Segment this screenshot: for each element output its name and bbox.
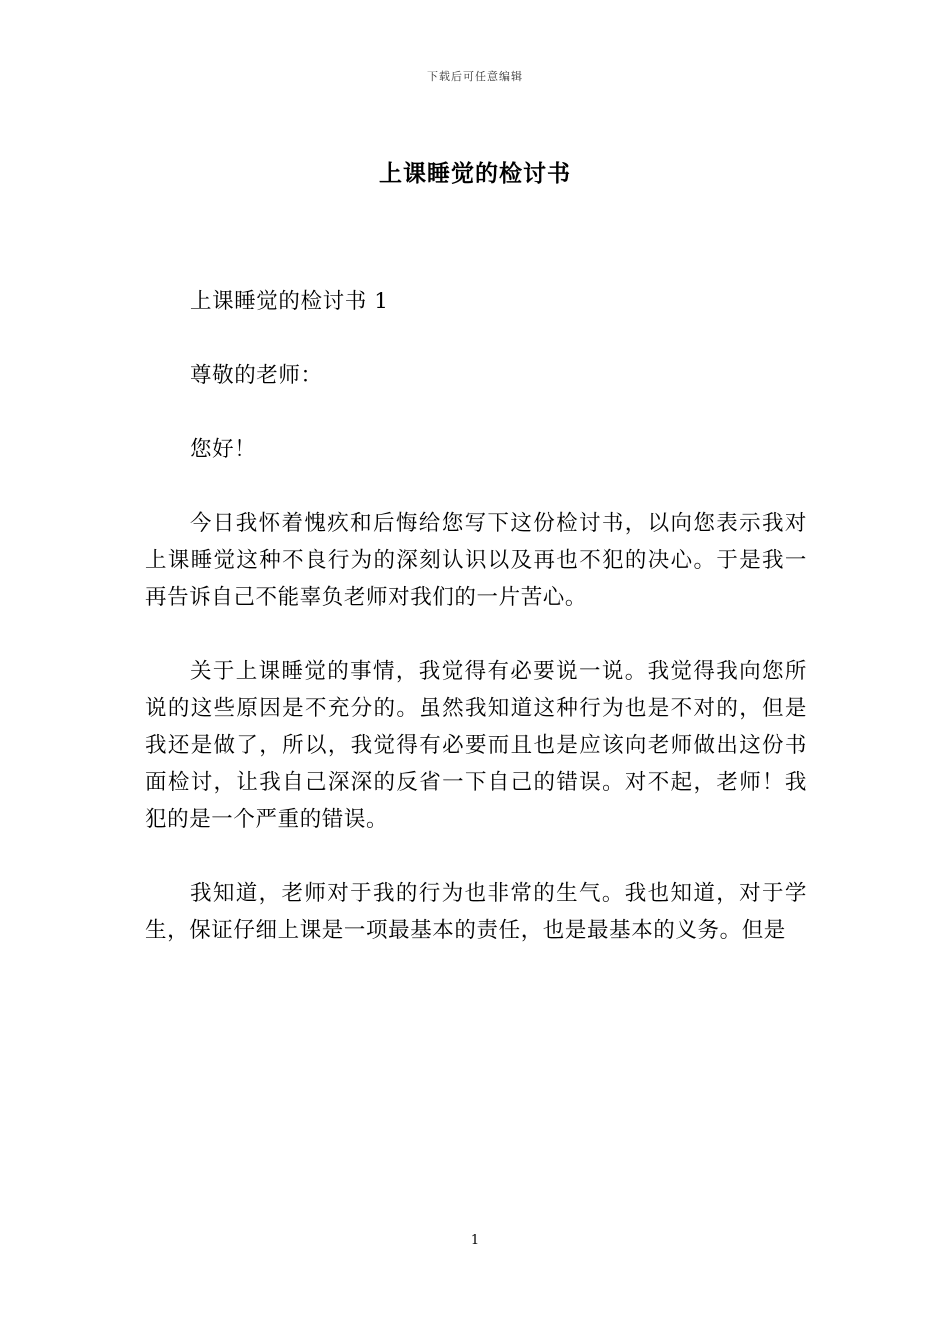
paragraph-subtitle: 上课睡觉的检讨书 1 [190, 289, 389, 314]
document-body [145, 283, 807, 986]
document-title: 上课睡觉的检讨书 [379, 160, 571, 187]
paragraph-body: 今日我怀着愧疚和后悔给您写下这份检讨书，以向您表示我对上课睡觉这种不良行为的深刻认识以及再也不犯的决心。于是我一再告诉自己不能辜负老师对我们的一片苦心。 [145, 511, 807, 610]
paragraph-body: 关于上课睡觉的事情，我觉得有必要说一说。我觉得我向您所说的这些原因是不充分的。虽然我知道这种行为也是不对的，但是我还是做了，所以，我觉得有必要而且也是应该向老师做出这份书面检讨，让我自己深深的反省一下自己的错误。对不起，老师！我犯的是一个严重的错误。 [145, 659, 807, 832]
header-note: 下载后可任意编辑 [427, 70, 523, 83]
paragraph-salutation: 尊敬的老师： [190, 363, 323, 388]
paragraph-greeting: 您好！ [190, 437, 257, 462]
page-number: 1 [470, 1233, 480, 1248]
paragraph-body: 我知道，老师对于我的行为也非常的生气。我也知道，对于学生，保证仔细上课是一项最基本的责任，也是最基本的义务。但是 [145, 881, 807, 943]
